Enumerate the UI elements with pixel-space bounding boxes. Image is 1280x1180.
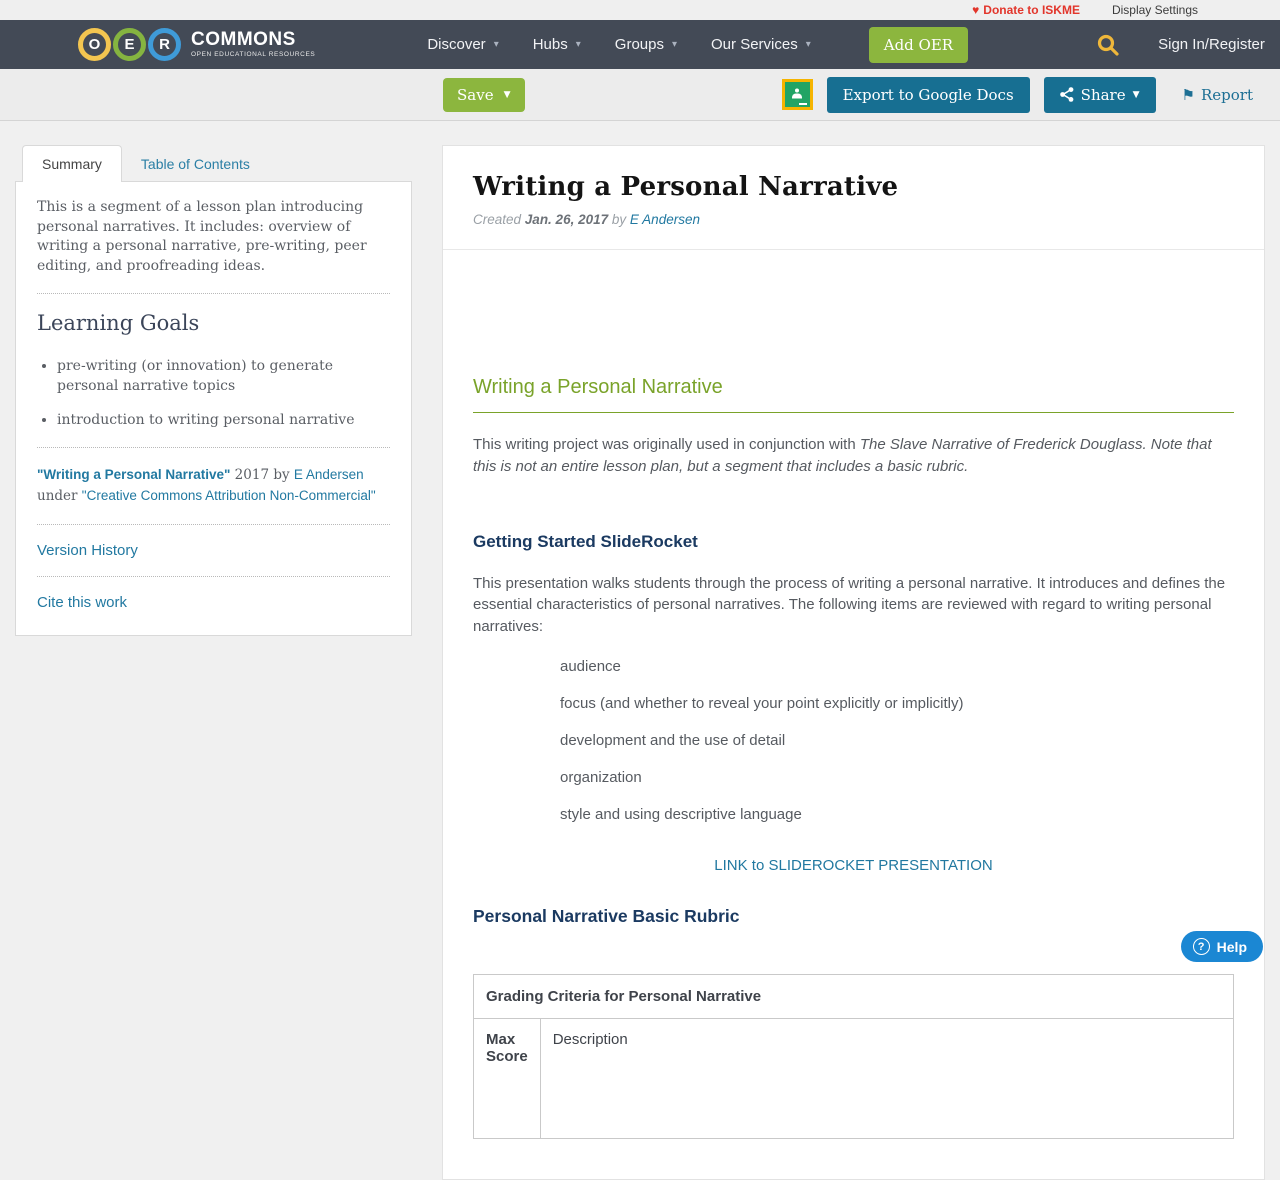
oer-commons-logo[interactable] xyxy=(78,28,315,61)
chevron-down-icon: ▾ xyxy=(805,39,811,50)
divider xyxy=(37,447,390,448)
nav-item-hubs[interactable] xyxy=(533,36,581,53)
resource-main-panel xyxy=(442,145,1265,1180)
sidebar xyxy=(15,145,412,636)
table-header-row xyxy=(474,974,1234,1018)
share-label: Share xyxy=(1080,85,1126,104)
chevron-down-icon: ▼ xyxy=(503,89,511,100)
resource-action-bar xyxy=(0,69,1280,121)
learning-goals-heading: Learning Goals xyxy=(37,311,200,336)
display-settings-link[interactable]: Display Settings xyxy=(1111,3,1198,17)
version-history-link[interactable]: Version History xyxy=(37,542,138,559)
logo-text xyxy=(191,30,315,59)
help-icon: ? xyxy=(1193,938,1210,955)
learning-goal-item: • introduction to writing personal narrative xyxy=(57,411,390,431)
nav-item-label: Our Services xyxy=(711,36,798,53)
description-cell: Description xyxy=(540,1018,1233,1138)
chevron-down-icon: ▾ xyxy=(575,39,581,50)
learning-goal-item: • pre-writing (or innovation) to generate personal narrative topics xyxy=(57,357,390,396)
sliderocket-link-wrap xyxy=(473,857,1234,875)
help-button[interactable] xyxy=(1181,931,1263,962)
intro-normal: This writing project was originally used in conjunction with xyxy=(473,436,860,453)
learning-goals-list xyxy=(57,357,390,430)
share-icon xyxy=(1060,87,1074,102)
sliderocket-body: This presentation walks students through the process of writing a personal narrative. It introduces and defines the essential characteristics of personal narratives. The following items are reviewed with regard to writing personal narratives: xyxy=(473,574,1226,635)
table-row xyxy=(474,1018,1234,1138)
divider xyxy=(37,524,390,525)
sliderocket-list xyxy=(473,658,1234,823)
content-spacer xyxy=(473,250,1234,376)
nav-item-label: Groups xyxy=(614,36,664,53)
export-google-docs-button[interactable] xyxy=(827,77,1030,113)
attribution-author-link[interactable]: E Andersen xyxy=(293,467,364,483)
sliderocket-item: style and using descriptive language xyxy=(560,805,802,823)
sliderocket-item: audience xyxy=(560,657,621,675)
nav-item-discover[interactable] xyxy=(427,36,498,53)
nav-item-label: Discover xyxy=(427,36,486,53)
nav-links xyxy=(427,36,810,53)
license-link[interactable]: "Creative Commons Attribution Non-Commercial" xyxy=(81,488,376,504)
cite-this-work-link[interactable]: Cite this work xyxy=(37,594,128,611)
logo-ring-e: E xyxy=(113,28,146,61)
intro-italic: The Slave Narrative of Frederick Douglass. Note that this is not an entire lesson plan, but a segment that includes a basic rubric. xyxy=(473,436,1212,475)
nav-item-our-services[interactable] xyxy=(711,36,811,53)
intro-paragraph xyxy=(473,434,1234,478)
heart-icon: ♥ xyxy=(972,3,980,17)
export-label: Export to Google Docs xyxy=(842,85,1014,104)
sidebar-tabs xyxy=(22,145,412,182)
sliderocket-item: development and the use of detail xyxy=(560,731,786,749)
donate-link[interactable] xyxy=(972,3,1080,17)
main-navbar xyxy=(0,20,1280,69)
section-heading: Writing a Personal Narrative xyxy=(473,376,1234,413)
chevron-down-icon: ▾ xyxy=(671,39,678,50)
google-classroom-button[interactable] xyxy=(782,79,813,110)
sign-in-link[interactable]: Sign In/Register xyxy=(1158,36,1265,53)
summary-panel xyxy=(15,181,412,636)
search-icon xyxy=(1096,33,1120,57)
rubric-table xyxy=(473,974,1234,1139)
sliderocket-presentation-link[interactable]: LINK to SLIDEROCKET PRESENTATION xyxy=(714,856,993,874)
search-button[interactable] xyxy=(1096,33,1120,57)
author-link[interactable]: E Andersen xyxy=(629,212,700,227)
nav-item-label: Hubs xyxy=(532,36,568,53)
max-score-cell: Max Score xyxy=(474,1018,541,1138)
sliderocket-item: organization xyxy=(560,768,642,786)
save-button[interactable] xyxy=(443,78,525,112)
save-label: Save xyxy=(457,85,494,104)
google-classroom-icon xyxy=(785,82,810,107)
page-content xyxy=(0,121,1280,1180)
help-label: Help xyxy=(1216,938,1247,955)
logo-ring-r: R xyxy=(148,28,181,61)
chevron-down-icon: ▼ xyxy=(1132,89,1140,100)
rubric-heading: Personal Narrative Basic Rubric xyxy=(473,905,740,926)
attribution-under: under xyxy=(37,488,78,505)
utility-bar xyxy=(0,0,1280,20)
logo-subtitle: OPEN EDUCATIONAL RESOURCES xyxy=(191,51,316,59)
divider xyxy=(37,293,390,294)
sliderocket-heading: Getting Started SlideRocket xyxy=(473,531,698,551)
attribution-title-link[interactable]: "Writing a Personal Narrative" xyxy=(37,467,231,483)
report-link[interactable] xyxy=(1182,86,1253,104)
donate-label: Donate to ISKME xyxy=(983,3,1080,17)
logo-title: COMMONS xyxy=(191,29,296,51)
action-bar-right xyxy=(782,77,1253,113)
attribution-text xyxy=(37,465,390,507)
nav-item-groups[interactable] xyxy=(615,36,677,53)
chevron-down-icon: ▾ xyxy=(493,39,499,50)
attribution-year: 2017 by xyxy=(234,467,290,484)
page-title: Writing a Personal Narrative xyxy=(473,172,899,202)
report-label: Report xyxy=(1200,85,1253,104)
created-line xyxy=(473,212,1234,227)
table-title-cell: Grading Criteria for Personal Narrative xyxy=(474,974,1234,1018)
flag-icon: ⚑ xyxy=(1181,85,1195,104)
sliderocket-item: focus (and whether to reveal your point explicitly or implicitly) xyxy=(560,694,964,712)
add-oer-button[interactable]: Add OER xyxy=(869,27,968,63)
created-date: Jan. 26, 2017 xyxy=(524,212,609,227)
tab-table-of-contents[interactable]: Table of Contents xyxy=(140,156,250,172)
logo-ring-o: O xyxy=(78,28,111,61)
divider xyxy=(37,576,390,577)
summary-text: This is a segment of a lesson plan introducing personal narratives. It includes: overview of writing a personal narrative, pre-writing, peer editing, and proofreading ideas. xyxy=(37,199,367,274)
share-button[interactable] xyxy=(1044,77,1156,113)
created-label: Created xyxy=(473,212,522,227)
by-label: by xyxy=(611,212,627,227)
tab-summary[interactable]: Summary xyxy=(22,145,122,182)
